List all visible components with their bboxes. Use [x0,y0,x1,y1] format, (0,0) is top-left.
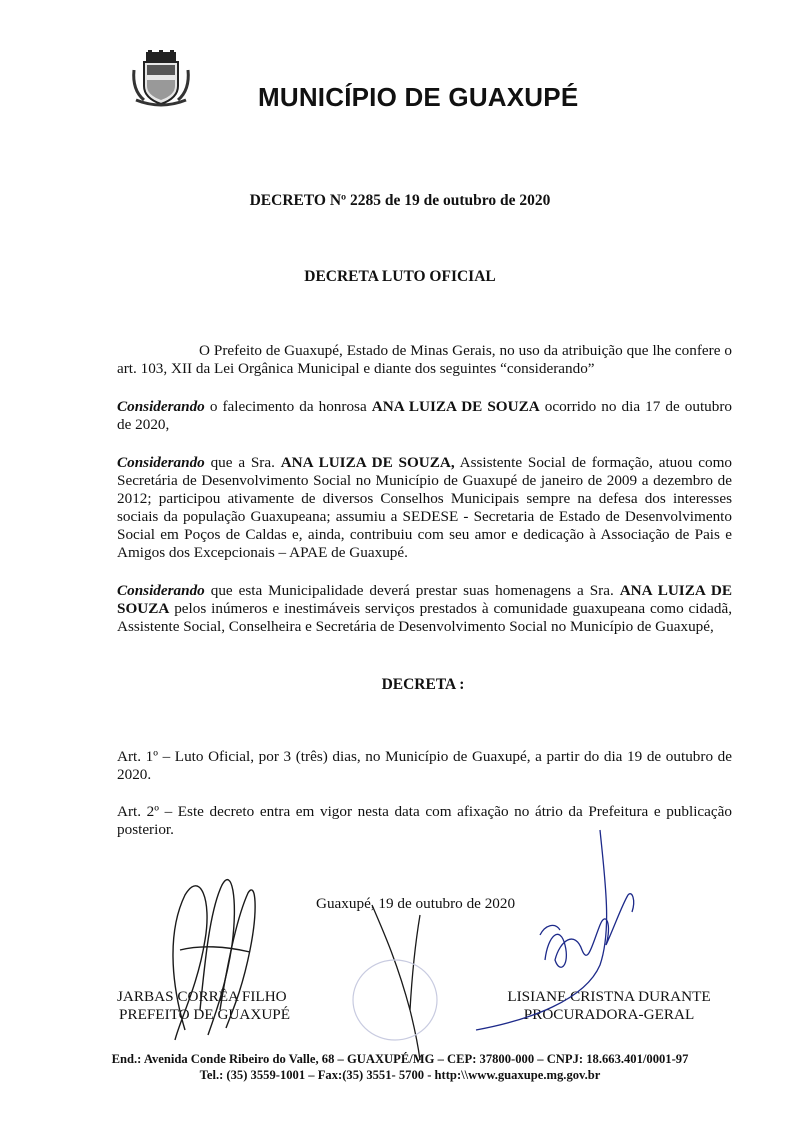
footer-address: End.: Avenida Conde Ribeiro do Valle, 68 – GUAXUPÉ/MG – CEP: 37800-000 – CNPJ: 18.663.401/0001-97 [111,1052,689,1066]
preamble-paragraph: O Prefeito de Guaxupé, Estado de Minas Gerais, no uso da atribuição que lhe confere o art. 103, XII da Lei Orgânica Municipal e diante dos seguintes “considerando” [117,342,732,377]
considerando-label: Considerando [117,398,205,415]
municipal-coat-of-arms-icon [130,50,192,108]
faint-seal-icon [353,960,437,1040]
article-1: Art. 1º – Luto Oficial, por 3 (três) dias, no Município de Guaxupé, a partir do dia 19 de outubro de 2020. [117,748,732,783]
honoree-name: ANA LUIZA DE SOUZA, [280,454,455,471]
paragraph-text: o falecimento da honrosa [204,398,372,415]
decree-number-title: DECRETO Nº 2285 de 19 de outubro de 2020 [249,192,551,209]
mayor-signature-block [117,988,290,1024]
paragraph-text: Assistente Social de formação, atuou como Secretária de Desenvolvimento Social no Município de Guaxupé de janeiro de 2009 a dezembro de 2012; participou ativamente de diversos Conselhos Municipais sempre na defesa dos interesses sociais da população Guaxupeana; assumiu a SEDESE - Secretaria de Estado de Desenvolvimento Social em Poços de Caldas e, ainda, contribuiu com seu amor e dedicação à Associação de Pais e Amigos dos Excepcionais – APAE de Guaxupé. [117,454,732,561]
honoree-name: ANA LUIZA DE SOUZA [117,582,732,617]
paragraph-text: que a Sra. [204,454,281,471]
article-2: Art. 2º – Este decreto entra em vigor nesta data com afixação no átrio da Prefeitura e publicação posterior. [117,803,732,838]
place-and-date: Guaxupé, 19 de outubro de 2020 [316,895,516,912]
considerando-label: Considerando [117,582,205,599]
considerando-paragraph-1 [117,398,732,434]
decreta-heading: DECRETA : [381,676,465,693]
paragraph-text: pelos inúmeros e inestimáveis serviços prestados à comunidade guaxupeana como cidadã, Assistente Social, Conselheira e Secretária de Desenvolvimento Social no Município de Guaxupé, [117,600,732,635]
considerando-paragraph-2 [117,454,732,562]
attorney-title: PROCURADORA-GERAL [523,1006,695,1023]
considerando-label: Considerando [117,454,205,471]
considerando-paragraph-3 [117,582,732,636]
honoree-name: ANA LUIZA DE SOUZA [371,398,540,415]
attorney-name: LISIANE CRISTNA DURANTE [507,988,711,1005]
paragraph-text: que esta Municipalidade deverá prestar suas homenagens a Sra. [204,582,620,599]
municipality-heading: MUNICÍPIO DE GUAXUPÉ [258,82,579,112]
decree-subject: DECRETA LUTO OFICIAL [304,268,496,285]
middle-signature-icon [372,905,420,1060]
paragraph-text: ocorrido no dia 17 de outubro de 2020, [117,398,732,433]
mayor-name: JARBAS CORRÊA FILHO [117,988,287,1005]
attorney-signature-block [498,988,720,1024]
mayor-title: PREFEITO DE GUAXUPÉ [119,1006,291,1023]
footer-contact: Tel.: (35) 3559-1001 – Fax:(35) 3551- 5700 - http:\\www.guaxupe.mg.gov.br [199,1068,601,1082]
